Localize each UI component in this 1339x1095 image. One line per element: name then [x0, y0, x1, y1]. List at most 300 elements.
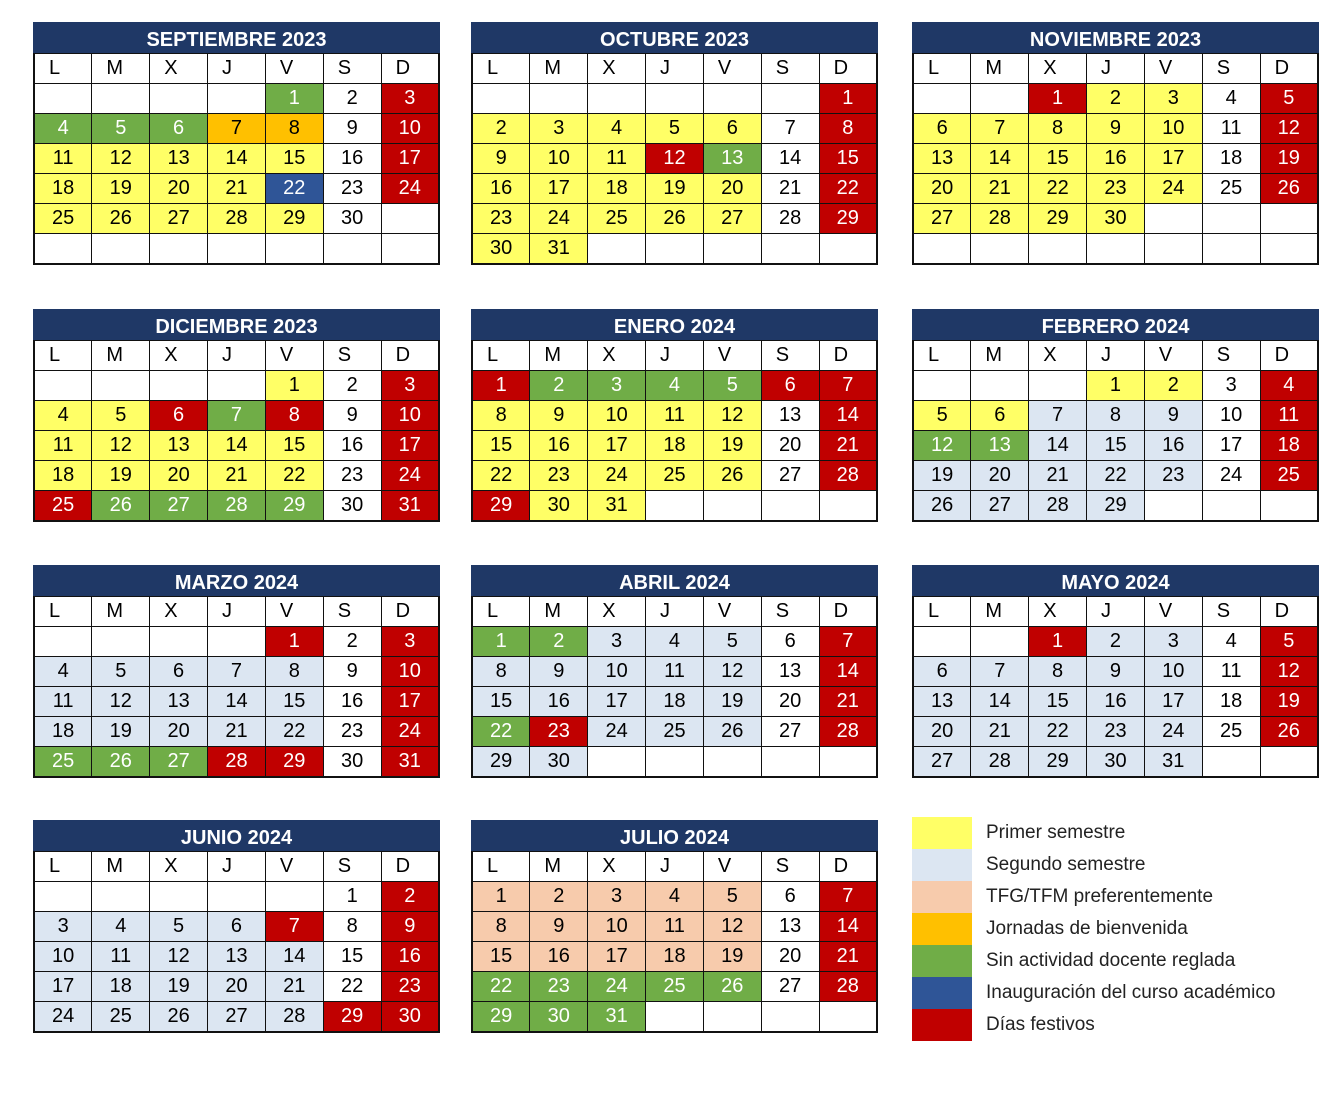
week-row: [34, 657, 439, 687]
week-row: [913, 204, 1318, 234]
day-cell: 14: [971, 144, 1029, 174]
day-cell: 10: [381, 657, 439, 687]
day-cell: 24: [588, 461, 646, 491]
day-cell: 20: [913, 717, 971, 747]
day-cell: 21: [265, 972, 323, 1002]
day-cell: 28: [761, 204, 819, 234]
month-title: MARZO 2024: [33, 565, 440, 596]
empty-day-cell: [92, 234, 150, 264]
legend-item: [912, 1009, 1275, 1041]
empty-day-cell: [323, 234, 381, 264]
day-cell: 24: [1202, 461, 1260, 491]
week-row: [913, 114, 1318, 144]
day-cell: 12: [703, 401, 761, 431]
weekday-label: J: [1087, 341, 1145, 371]
week-row: [913, 84, 1318, 114]
day-cell: 5: [913, 401, 971, 431]
day-cell: 11: [646, 401, 704, 431]
week-row: [472, 84, 877, 114]
month-calendar: [471, 22, 878, 265]
weekday-header-row: [913, 54, 1318, 84]
day-cell: 26: [92, 747, 150, 777]
day-cell: 31: [1144, 747, 1202, 777]
week-row: [34, 461, 439, 491]
day-cell: 4: [34, 657, 92, 687]
week-row: [34, 431, 439, 461]
day-cell: 29: [472, 491, 530, 521]
week-row: [34, 747, 439, 777]
week-row: [472, 687, 877, 717]
day-cell: 23: [1087, 717, 1145, 747]
empty-day-cell: [971, 371, 1029, 401]
legend-item: [912, 977, 1275, 1009]
day-cell: 20: [971, 461, 1029, 491]
empty-day-cell: [588, 84, 646, 114]
day-cell: 28: [819, 461, 877, 491]
day-cell: 5: [703, 627, 761, 657]
day-cell: 2: [323, 371, 381, 401]
day-cell: 15: [1029, 687, 1087, 717]
weekday-label: V: [703, 597, 761, 627]
day-cell: 13: [761, 401, 819, 431]
weekday-label: L: [34, 54, 92, 84]
month-title: FEBRERO 2024: [912, 309, 1319, 340]
day-cell: 23: [530, 461, 588, 491]
week-row: [472, 942, 877, 972]
week-row: [34, 204, 439, 234]
day-cell: 16: [323, 431, 381, 461]
day-cell: 19: [646, 174, 704, 204]
week-row: [472, 461, 877, 491]
day-cell: 3: [1144, 627, 1202, 657]
weekday-label: J: [646, 597, 704, 627]
day-cell: 31: [381, 491, 439, 521]
day-cell: 13: [761, 657, 819, 687]
day-cell: 26: [92, 491, 150, 521]
week-row: [472, 401, 877, 431]
day-cell: 17: [381, 687, 439, 717]
empty-day-cell: [703, 491, 761, 521]
legend-item: [912, 945, 1275, 977]
day-cell: 10: [1144, 657, 1202, 687]
weekday-header-row: [34, 54, 439, 84]
weekday-label: J: [646, 54, 704, 84]
day-cell: 25: [34, 491, 92, 521]
weekday-header-row: [34, 341, 439, 371]
day-cell: 8: [819, 114, 877, 144]
day-cell: 18: [1202, 687, 1260, 717]
day-cell: 29: [1029, 747, 1087, 777]
month-calendar: [912, 565, 1319, 778]
week-row: [472, 144, 877, 174]
empty-day-cell: [588, 234, 646, 264]
day-cell: 28: [265, 1002, 323, 1032]
day-cell: 1: [265, 84, 323, 114]
empty-day-cell: [761, 1002, 819, 1032]
empty-day-cell: [150, 882, 208, 912]
empty-day-cell: [34, 234, 92, 264]
empty-day-cell: [971, 627, 1029, 657]
day-cell: 29: [265, 491, 323, 521]
day-cell: 23: [1144, 461, 1202, 491]
weekday-label: V: [265, 597, 323, 627]
day-cell: 10: [34, 942, 92, 972]
month-grid: [912, 596, 1319, 778]
day-cell: 23: [323, 174, 381, 204]
weekday-header-row: [34, 852, 439, 882]
week-row: [34, 687, 439, 717]
day-cell: 7: [1029, 401, 1087, 431]
empty-day-cell: [92, 84, 150, 114]
empty-day-cell: [646, 491, 704, 521]
month-calendar: [33, 820, 440, 1033]
day-cell: 1: [472, 371, 530, 401]
day-cell: 29: [472, 747, 530, 777]
legend: [912, 817, 1275, 1041]
day-cell: 10: [381, 114, 439, 144]
week-row: [913, 401, 1318, 431]
legend-label: Inauguración del curso académico: [986, 982, 1276, 1003]
empty-day-cell: [1144, 204, 1202, 234]
day-cell: 7: [819, 371, 877, 401]
empty-day-cell: [1260, 491, 1318, 521]
day-cell: 6: [761, 371, 819, 401]
day-cell: 2: [381, 882, 439, 912]
month-title: ENERO 2024: [471, 309, 878, 340]
day-cell: 6: [150, 114, 208, 144]
day-cell: 3: [1144, 84, 1202, 114]
day-cell: 7: [819, 882, 877, 912]
weekday-label: L: [34, 852, 92, 882]
week-row: [913, 234, 1318, 264]
day-cell: 15: [472, 687, 530, 717]
weekday-label: S: [323, 341, 381, 371]
day-cell: 24: [588, 717, 646, 747]
month-title: NOVIEMBRE 2023: [912, 22, 1319, 53]
month-grid: [471, 340, 878, 522]
day-cell: 21: [761, 174, 819, 204]
day-cell: 18: [92, 972, 150, 1002]
weekday-label: M: [92, 852, 150, 882]
weekday-label: S: [1202, 341, 1260, 371]
empty-day-cell: [761, 234, 819, 264]
day-cell: 11: [34, 431, 92, 461]
empty-day-cell: [703, 84, 761, 114]
day-cell: 30: [381, 1002, 439, 1032]
month-grid: [33, 340, 440, 522]
day-cell: 19: [92, 174, 150, 204]
weekday-label: S: [323, 852, 381, 882]
weekday-label: S: [323, 597, 381, 627]
week-row: [34, 1002, 439, 1032]
week-row: [34, 717, 439, 747]
day-cell: 6: [761, 627, 819, 657]
day-cell: 28: [971, 204, 1029, 234]
day-cell: 1: [472, 627, 530, 657]
day-cell: 29: [472, 1002, 530, 1032]
day-cell: 17: [588, 687, 646, 717]
day-cell: 1: [323, 882, 381, 912]
day-cell: 17: [34, 972, 92, 1002]
day-cell: 4: [34, 114, 92, 144]
weekday-label: L: [913, 341, 971, 371]
day-cell: 2: [1087, 627, 1145, 657]
day-cell: 26: [1260, 174, 1318, 204]
week-row: [472, 234, 877, 264]
day-cell: 7: [208, 114, 266, 144]
empty-day-cell: [971, 84, 1029, 114]
day-cell: 8: [1029, 657, 1087, 687]
day-cell: 21: [819, 687, 877, 717]
week-row: [34, 174, 439, 204]
month-grid: [33, 596, 440, 778]
day-cell: 14: [819, 657, 877, 687]
day-cell: 22: [265, 461, 323, 491]
day-cell: 15: [1029, 144, 1087, 174]
day-cell: 8: [1029, 114, 1087, 144]
day-cell: 10: [1144, 114, 1202, 144]
day-cell: 13: [208, 942, 266, 972]
weekday-header-row: [472, 54, 877, 84]
day-cell: 27: [703, 204, 761, 234]
day-cell: 29: [1029, 204, 1087, 234]
day-cell: 18: [34, 461, 92, 491]
day-cell: 9: [1087, 657, 1145, 687]
day-cell: 11: [1202, 657, 1260, 687]
day-cell: 17: [381, 144, 439, 174]
day-cell: 28: [819, 972, 877, 1002]
day-cell: 19: [703, 942, 761, 972]
day-cell: 14: [1029, 431, 1087, 461]
empty-day-cell: [646, 234, 704, 264]
empty-day-cell: [703, 747, 761, 777]
day-cell: 3: [588, 627, 646, 657]
weekday-label: M: [971, 54, 1029, 84]
weekday-header-row: [472, 852, 877, 882]
legend-label: Jornadas de bienvenida: [986, 918, 1188, 939]
month-grid: [471, 851, 878, 1033]
day-cell: 8: [472, 657, 530, 687]
day-cell: 19: [92, 461, 150, 491]
day-cell: 23: [323, 461, 381, 491]
day-cell: 7: [971, 657, 1029, 687]
day-cell: 10: [588, 657, 646, 687]
day-cell: 17: [1202, 431, 1260, 461]
day-cell: 30: [472, 234, 530, 264]
day-cell: 26: [703, 972, 761, 1002]
empty-day-cell: [646, 84, 704, 114]
empty-day-cell: [1144, 234, 1202, 264]
day-cell: 16: [530, 687, 588, 717]
weekday-label: M: [92, 597, 150, 627]
day-cell: 28: [208, 747, 266, 777]
empty-day-cell: [92, 627, 150, 657]
weekday-label: L: [913, 54, 971, 84]
day-cell: 17: [588, 431, 646, 461]
weekday-label: V: [703, 54, 761, 84]
day-cell: 15: [265, 144, 323, 174]
day-cell: 18: [588, 174, 646, 204]
empty-day-cell: [913, 371, 971, 401]
day-cell: 29: [323, 1002, 381, 1032]
day-cell: 22: [265, 174, 323, 204]
day-cell: 31: [588, 1002, 646, 1032]
legend-label: TFG/TFM preferentemente: [986, 886, 1214, 907]
empty-day-cell: [703, 1002, 761, 1032]
day-cell: 14: [265, 942, 323, 972]
month-title: JUNIO 2024: [33, 820, 440, 851]
empty-day-cell: [208, 84, 266, 114]
day-cell: 16: [1087, 687, 1145, 717]
day-cell: 15: [472, 942, 530, 972]
empty-day-cell: [1260, 234, 1318, 264]
day-cell: 1: [819, 84, 877, 114]
day-cell: 2: [323, 84, 381, 114]
day-cell: 2: [530, 627, 588, 657]
day-cell: 20: [703, 174, 761, 204]
legend-swatch: [912, 849, 972, 881]
day-cell: 23: [530, 972, 588, 1002]
week-row: [34, 84, 439, 114]
day-cell: 16: [472, 174, 530, 204]
empty-day-cell: [761, 491, 819, 521]
day-cell: 13: [761, 912, 819, 942]
day-cell: 7: [265, 912, 323, 942]
day-cell: 19: [703, 687, 761, 717]
week-row: [34, 972, 439, 1002]
day-cell: 23: [530, 717, 588, 747]
day-cell: 8: [1087, 401, 1145, 431]
week-row: [913, 717, 1318, 747]
day-cell: 8: [265, 401, 323, 431]
weekday-header-row: [913, 597, 1318, 627]
week-row: [913, 747, 1318, 777]
day-cell: 8: [472, 401, 530, 431]
month-grid: [471, 53, 878, 265]
empty-day-cell: [761, 747, 819, 777]
empty-day-cell: [208, 627, 266, 657]
day-cell: 18: [646, 942, 704, 972]
day-cell: 6: [913, 114, 971, 144]
empty-day-cell: [819, 1002, 877, 1032]
day-cell: 14: [819, 912, 877, 942]
day-cell: 4: [1202, 84, 1260, 114]
day-cell: 7: [819, 627, 877, 657]
day-cell: 6: [761, 882, 819, 912]
day-cell: 12: [703, 657, 761, 687]
day-cell: 7: [208, 401, 266, 431]
weekday-label: S: [1202, 597, 1260, 627]
week-row: [472, 912, 877, 942]
day-cell: 5: [1260, 627, 1318, 657]
weekday-label: D: [381, 597, 439, 627]
weekday-label: V: [265, 54, 323, 84]
empty-day-cell: [703, 234, 761, 264]
week-row: [913, 371, 1318, 401]
weekday-label: M: [530, 54, 588, 84]
weekday-label: X: [150, 852, 208, 882]
weekday-label: J: [1087, 597, 1145, 627]
day-cell: 11: [646, 912, 704, 942]
day-cell: 13: [150, 687, 208, 717]
day-cell: 16: [381, 942, 439, 972]
day-cell: 26: [703, 461, 761, 491]
week-row: [472, 657, 877, 687]
month-title: MAYO 2024: [912, 565, 1319, 596]
weekday-header-row: [34, 597, 439, 627]
day-cell: 12: [913, 431, 971, 461]
day-cell: 18: [34, 174, 92, 204]
day-cell: 20: [761, 687, 819, 717]
weekday-label: D: [819, 54, 877, 84]
week-row: [34, 912, 439, 942]
day-cell: 26: [1260, 717, 1318, 747]
weekday-label: V: [703, 852, 761, 882]
day-cell: 22: [1029, 174, 1087, 204]
day-cell: 22: [472, 461, 530, 491]
weekday-label: D: [1260, 54, 1318, 84]
month-calendar: [912, 309, 1319, 522]
weekday-label: M: [530, 597, 588, 627]
month-calendar: [33, 22, 440, 265]
week-row: [472, 114, 877, 144]
empty-day-cell: [34, 84, 92, 114]
empty-day-cell: [208, 882, 266, 912]
day-cell: 17: [1144, 687, 1202, 717]
empty-day-cell: [150, 84, 208, 114]
day-cell: 5: [1260, 84, 1318, 114]
weekday-label: J: [208, 54, 266, 84]
day-cell: 6: [150, 401, 208, 431]
day-cell: 30: [323, 747, 381, 777]
empty-day-cell: [913, 234, 971, 264]
weekday-label: X: [1029, 341, 1087, 371]
day-cell: 26: [646, 204, 704, 234]
legend-label: Primer semestre: [986, 822, 1126, 843]
day-cell: 27: [913, 747, 971, 777]
weekday-label: D: [1260, 597, 1318, 627]
weekday-label: S: [1202, 54, 1260, 84]
day-cell: 27: [208, 1002, 266, 1032]
day-cell: 22: [472, 717, 530, 747]
day-cell: 22: [472, 972, 530, 1002]
weekday-label: D: [819, 341, 877, 371]
day-cell: 19: [1260, 144, 1318, 174]
empty-day-cell: [265, 882, 323, 912]
day-cell: 5: [703, 882, 761, 912]
week-row: [913, 657, 1318, 687]
day-cell: 22: [1029, 717, 1087, 747]
day-cell: 17: [530, 174, 588, 204]
day-cell: 5: [703, 371, 761, 401]
month-title: ABRIL 2024: [471, 565, 878, 596]
day-cell: 3: [381, 627, 439, 657]
month-calendar: [912, 22, 1319, 265]
day-cell: 4: [646, 882, 704, 912]
day-cell: 12: [1260, 114, 1318, 144]
day-cell: 3: [34, 912, 92, 942]
day-cell: 24: [1144, 717, 1202, 747]
month-calendar: [33, 309, 440, 522]
week-row: [34, 627, 439, 657]
day-cell: 14: [208, 687, 266, 717]
day-cell: 22: [323, 972, 381, 1002]
weekday-label: L: [34, 341, 92, 371]
day-cell: 8: [472, 912, 530, 942]
day-cell: 27: [150, 747, 208, 777]
week-row: [913, 431, 1318, 461]
day-cell: 4: [1202, 627, 1260, 657]
